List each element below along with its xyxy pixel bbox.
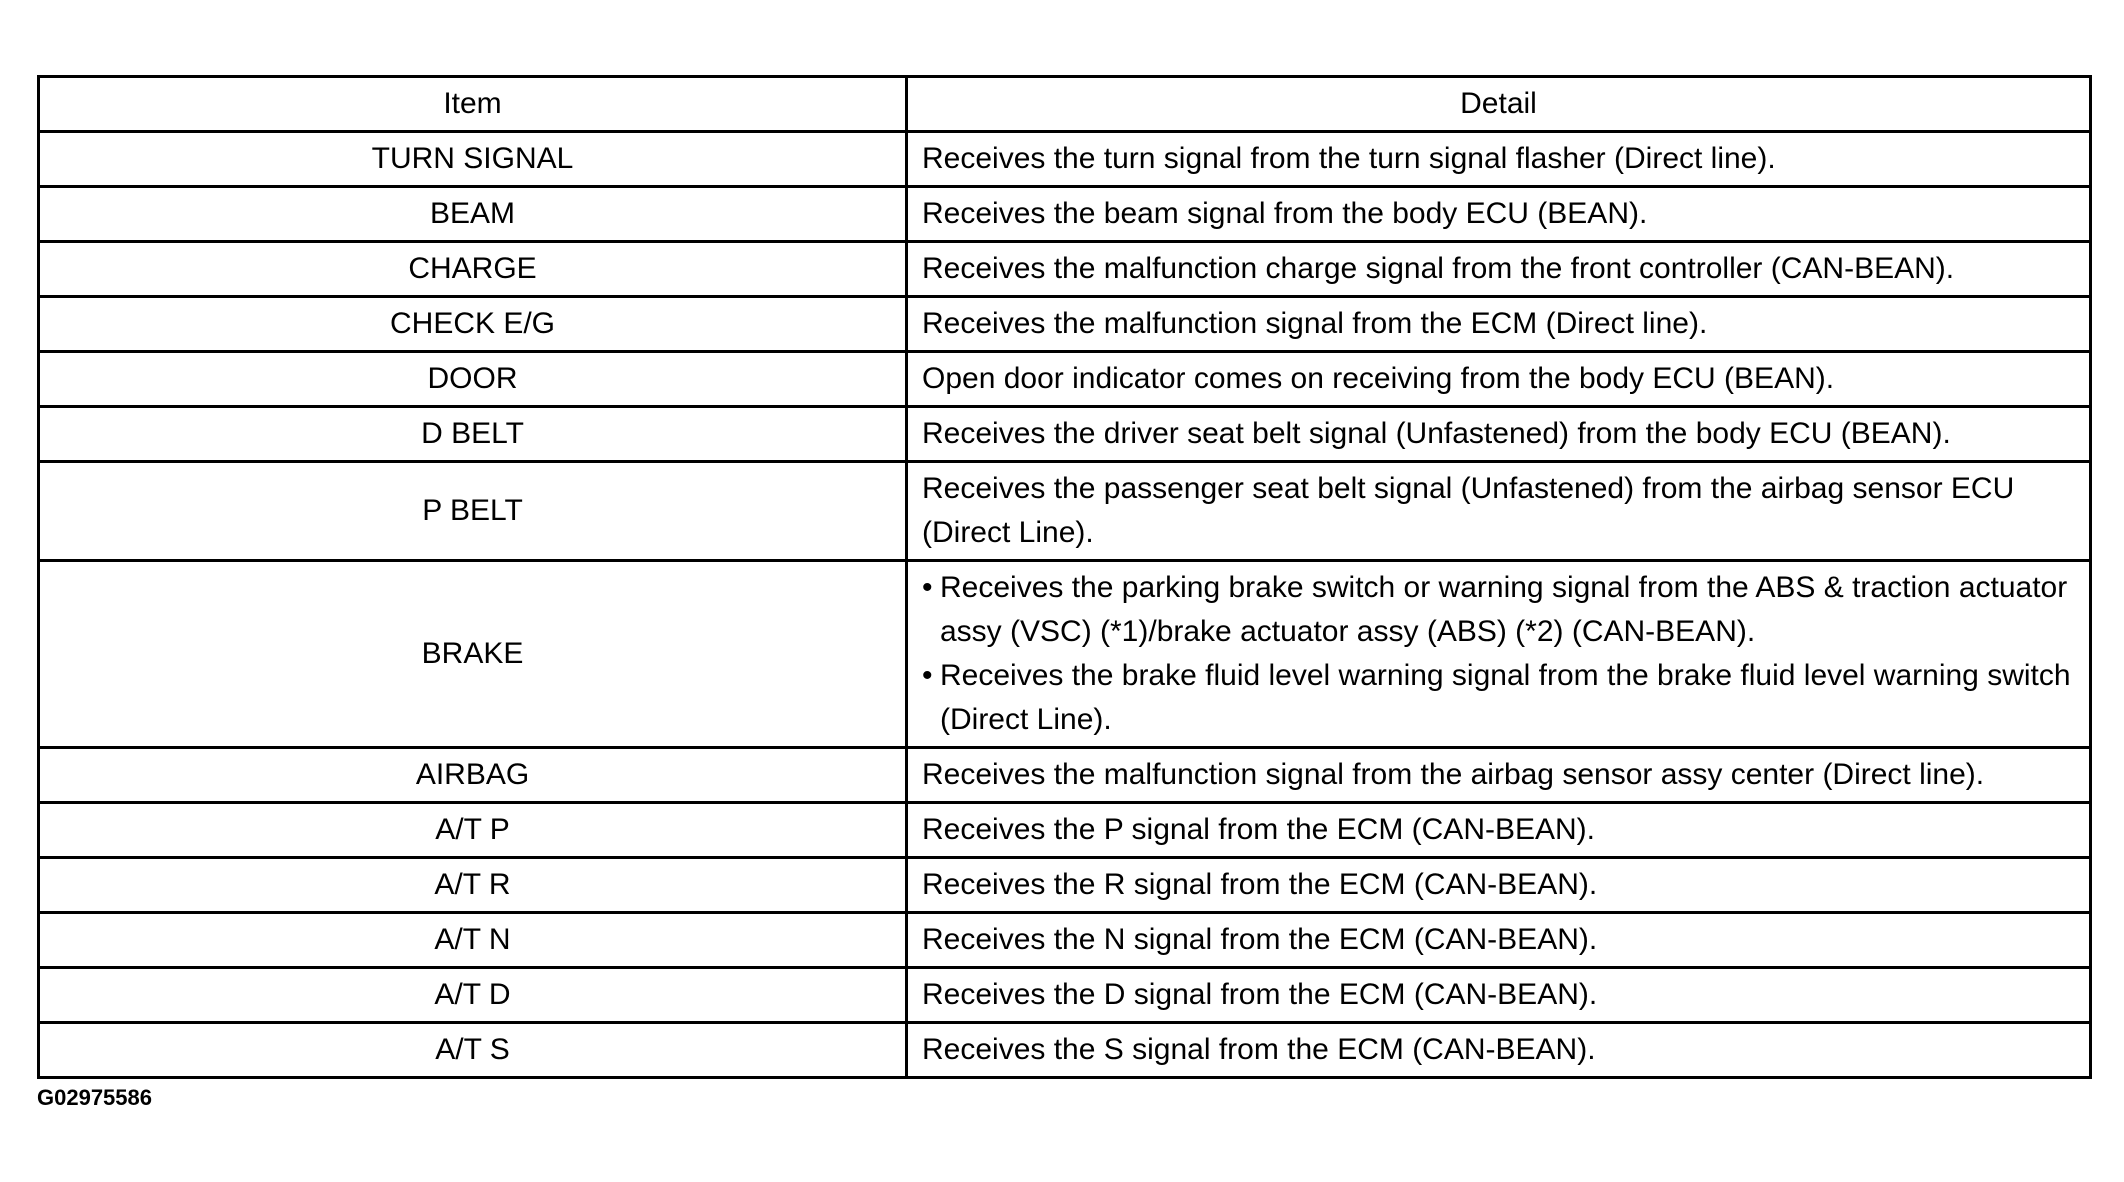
detail-text: Receives the malfunction signal from the airbag sensor assy center (Direct line).: [922, 758, 1985, 791]
detail-text: Receives the passenger seat belt signal (Unfastened) from the airbag sensor ECU (Direct Line).: [922, 472, 2015, 549]
detail-bullet-list: [922, 566, 2075, 742]
detail-text: Receives the driver seat belt signal (Unfastened) from the body ECU (BEAN).: [922, 417, 1951, 450]
detail-bullet-item: [922, 566, 2075, 654]
table-row: [39, 132, 2091, 187]
detail-text: Receives the D signal from the ECM (CAN-BEAN).: [922, 978, 1598, 1011]
detail-cell: [907, 462, 2091, 561]
table-row: [39, 561, 2091, 748]
item-cell: CHARGE: [39, 242, 907, 297]
figure-id: G02975586: [37, 1085, 152, 1110]
detail-text: Receives the parking brake switch or warning signal from the ABS & traction actuator assy (VSC) (*1)/brake actuator assy (ABS) (*2) (CAN-BEAN).: [940, 571, 2068, 648]
detail-text: Receives the beam signal from the body ECU (BEAN).: [922, 197, 1648, 230]
detail-cell: [907, 968, 2091, 1023]
bullet-icon: •: [922, 659, 933, 692]
table-row: [39, 462, 2091, 561]
detail-cell: [907, 352, 2091, 407]
item-cell: BRAKE: [39, 561, 907, 748]
table-row: [39, 913, 2091, 968]
header-detail: Detail: [907, 77, 2091, 132]
detail-cell: [907, 803, 2091, 858]
item-cell: D BELT: [39, 407, 907, 462]
indicator-table-container: [37, 75, 2089, 1079]
table-row: [39, 297, 2091, 352]
table-row: [39, 803, 2091, 858]
detail-cell: [907, 561, 2091, 748]
detail-cell: [907, 187, 2091, 242]
table-header-row: [39, 77, 2091, 132]
item-cell: DOOR: [39, 352, 907, 407]
table-row: [39, 748, 2091, 803]
table-row: [39, 352, 2091, 407]
detail-cell: [907, 858, 2091, 913]
detail-cell: [907, 913, 2091, 968]
item-cell: A/T D: [39, 968, 907, 1023]
detail-cell: [907, 242, 2091, 297]
indicator-table: [37, 75, 2092, 1079]
item-cell: P BELT: [39, 462, 907, 561]
detail-cell: [907, 748, 2091, 803]
detail-text: Receives the N signal from the ECM (CAN-BEAN).: [922, 923, 1598, 956]
detail-bullet-item: [922, 654, 2075, 742]
detail-cell: [907, 132, 2091, 187]
detail-cell: [907, 407, 2091, 462]
table-row: [39, 187, 2091, 242]
detail-text: Receives the malfunction signal from the ECM (Direct line).: [922, 307, 1708, 340]
detail-cell: [907, 297, 2091, 352]
table-row: [39, 968, 2091, 1023]
detail-text: Open door indicator comes on receiving from the body ECU (BEAN).: [922, 362, 1835, 395]
detail-cell: [907, 1023, 2091, 1078]
table-row: [39, 1023, 2091, 1078]
bullet-icon: •: [922, 571, 933, 604]
item-cell: BEAM: [39, 187, 907, 242]
table-row: [39, 858, 2091, 913]
header-item: Item: [39, 77, 907, 132]
table-row: [39, 242, 2091, 297]
table-body: [39, 132, 2091, 1078]
item-cell: A/T P: [39, 803, 907, 858]
detail-text: Receives the malfunction charge signal from the front controller (CAN-BEAN).: [922, 252, 1955, 285]
item-cell: CHECK E/G: [39, 297, 907, 352]
detail-text: Receives the brake fluid level warning signal from the brake fluid level warning switch (Direct Line).: [940, 659, 2071, 736]
detail-text: Receives the P signal from the ECM (CAN-BEAN).: [922, 813, 1595, 846]
table-row: [39, 407, 2091, 462]
item-cell: TURN SIGNAL: [39, 132, 907, 187]
detail-text: Receives the S signal from the ECM (CAN-BEAN).: [922, 1033, 1596, 1066]
detail-text: Receives the R signal from the ECM (CAN-BEAN).: [922, 868, 1598, 901]
item-cell: A/T S: [39, 1023, 907, 1078]
detail-text: Receives the turn signal from the turn signal flasher (Direct line).: [922, 142, 1776, 175]
item-cell: AIRBAG: [39, 748, 907, 803]
item-cell: A/T N: [39, 913, 907, 968]
item-cell: A/T R: [39, 858, 907, 913]
